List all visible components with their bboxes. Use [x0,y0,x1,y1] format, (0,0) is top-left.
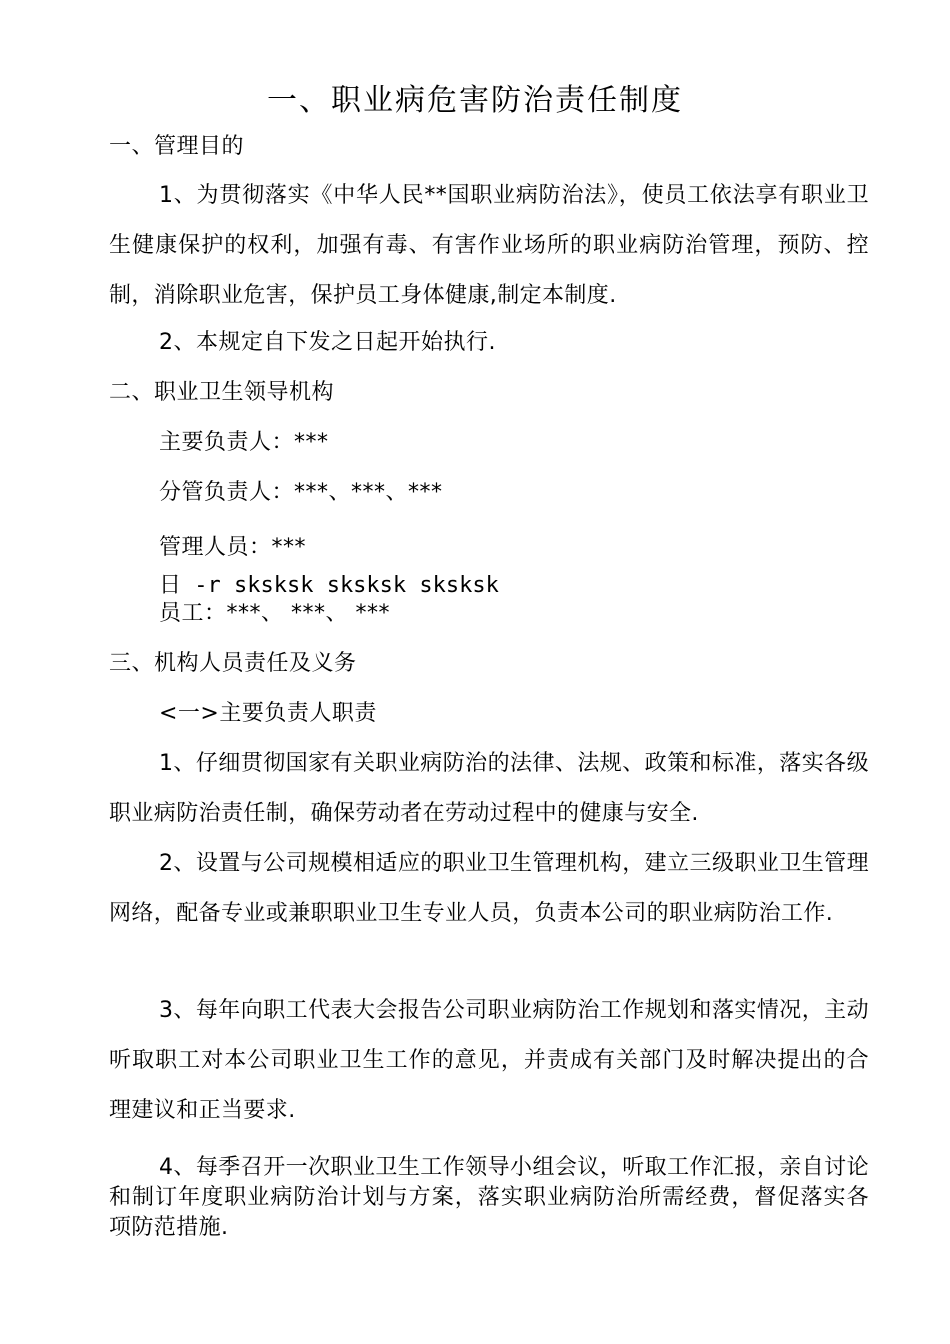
subsection-heading-main-leader: <一>主要负责人职责 [159,701,377,726]
section-heading-responsibilities: 三、机构人员责任及义务 [109,651,357,676]
main-leader-line: 主要负责人：*** [159,430,329,455]
duty-paragraph-3: 3、每年向职工代表大会报告公司职业病防治工作规划和落实情况，主动听取职工对本公司职业卫生工作的意见，并责成有关部门及时解决提出的合理建议和正当要求. [109,998,869,1123]
duty-paragraph-2: 2、设置与公司规模相适应的职业卫生管理机构，建立三级职业卫生管理网络，配备专业或兼职职业卫生专业人员，负责本公司的职业病防治工作. [109,851,869,926]
paragraph-purpose-2: 2、本规定自下发之日起开始执行. [159,330,496,355]
duty-paragraph-1: 1、仔细贯彻国家有关职业病防治的法律、法规、政策和标准，落实各级职业病防治责任制，确保劳动者在劳动过程中的健康与安全. [109,751,869,826]
staff-line: 员工：***、 ***、 *** [159,601,390,626]
paragraph-purpose-1: 1、为贯彻落实《中华人民**国职业病防治法》，使员工依法享有职业卫生健康保护的权利，加强有毒、有害作业场所的职业病防治管理，预防、控制，消除职业危害，保护员工身体健康,制定本制度. [109,183,869,308]
managers-line: 管理人员：*** [159,535,307,560]
deputy-leader-line: 分管负责人：***、***、*** [159,480,443,505]
duty-paragraph-4: 4、每季召开一次职业卫生工作领导小组会议，听取工作汇报，亲自讨论和制订年度职业病防治计划与方案，落实职业病防治所需经费，督促落实各项防范措施. [109,1155,869,1240]
section-heading-purpose: 一、管理目的 [109,134,245,159]
garbled-text-line: 日 -r sksksk sksksk sksksk [159,573,499,598]
document-title: 一、职业病危害防治责任制度 [267,83,683,118]
section-heading-leadership: 二、职业卫生领导机构 [109,380,335,405]
